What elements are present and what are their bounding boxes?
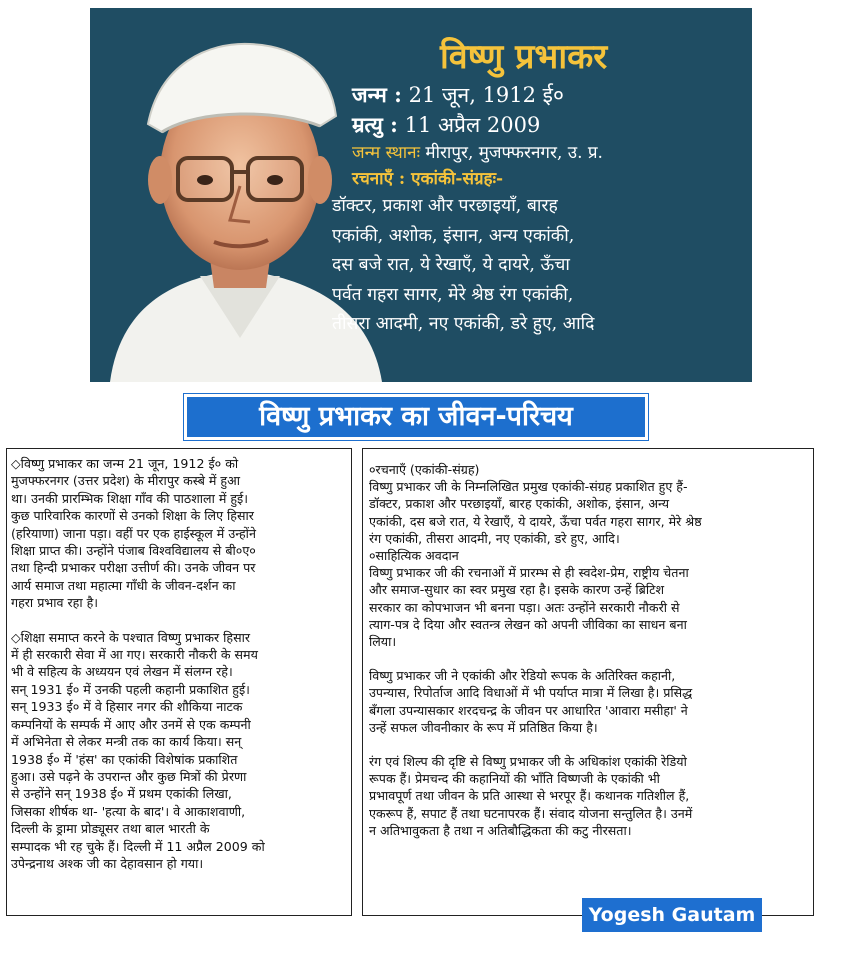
text-line: हुआ। उसे पढ़ने के उपरान्त और कुछ मित्रों की प्रेरणा [11, 768, 247, 784]
text-line: लिया। [369, 634, 397, 650]
text-line: में अभिनेता से लेकर मन्त्री तक का कार्य किया। सन् [11, 734, 242, 750]
text-line: ०रचनाएँ (एकांकी-संग्रह) [369, 462, 480, 477]
right-column [362, 448, 814, 916]
birthplace-value: मीरापुर, मुजफ्फरनगर, उ. प्र. [425, 143, 603, 163]
left-paragraph-1 [11, 455, 347, 612]
banner-text [332, 34, 752, 340]
text-line: रंग एवं शिल्प की दृष्टि से विष्णु प्रभाकर जी के अधिकांश एकांकी रेडियो [369, 754, 687, 770]
text-line: रूपक हैं। प्रेमचन्द की कहानियों की भाँति विष्णजी के एकांकी भी [369, 771, 660, 787]
text-line: उन्हें सफल जीवनीकार के रूप में प्रतिष्ठित किया है। [369, 719, 598, 735]
page-heading: विष्णु प्रभाकर का जीवन-परिचय [184, 394, 648, 440]
text-line: 1938 ई० में 'हंस' का एकांकी विशेषांक प्रकाशित [11, 751, 238, 767]
text-line: त्याग-पत्र दे दिया और स्वतन्त्र लेखन को अपनी जीविका का साधन बना [369, 616, 687, 632]
works-line: पर्वत गहरा सागर, मेरे श्रेष्ठ रंग एकांकी, [332, 284, 574, 305]
text-line: दिल्ली के ड्रामा प्रोड्यूसर तथा बाल भारती के [11, 821, 210, 837]
text-line: और समाज-सुधार का स्वर प्रमुख रहा है। इसके कारण उन्हें ब्रिटिश [369, 582, 665, 598]
text-line: था। उनकी प्रारम्भिक शिक्षा गाँव की पाठशाला में हुई। [11, 490, 249, 506]
text-line: न अतिभावुकता है तथा न अतिबौद्धिकता की कटु नीरसता। [369, 822, 632, 838]
text-line: रंग एकांकी, तीसरा आदमी, नए एकांकी, डरे हुए, आदि। [369, 530, 620, 546]
birth-value: 21 जून, 1912 ई० [408, 83, 564, 107]
right-section-works [369, 461, 809, 650]
text-line: सन् 1933 ई० में वे हिसार नगर की शौकिया नाटक [11, 699, 243, 715]
text-line: तथा हिन्दी प्रभाकर परीक्षा उत्तीर्ण की। उनके जीवन पर [11, 560, 256, 576]
text-line: ०साहित्यिक अवदान [369, 548, 459, 564]
birth-date [352, 80, 752, 110]
text-line: ◇विष्णु प्रभाकर का जन्म 21 जून, 1912 ई० को [11, 456, 239, 471]
text-line: एकांकी, दस बजे रात, ये रेखाएँ, ये दायरे, ऊँचा पर्वत गहरा सागर, मेरे श्रेष्ठ [369, 513, 702, 529]
text-line: उपेन्द्रनाथ अश्क जी का देहावसान हो गया। [11, 855, 204, 871]
text-line: से उन्होंने सन् 1938 ई० में प्रथम एकांकी लिखा, [11, 786, 232, 802]
text-line: आर्य समाज तथा महात्मा गाँधी के जीवन-दर्शन का [11, 577, 236, 593]
text-line: विष्णु प्रभाकर जी की रचनाओं में प्रारम्भ से ही स्वदेश-प्रेम, राष्ट्रीय चेतना [369, 565, 689, 581]
birth-label: जन्म : [352, 82, 402, 107]
text-line: विष्णु प्रभाकर जी ने एकांकी और रेडियो रूपक के अतिरिक्त कहानी, [369, 668, 676, 684]
text-line: उपन्यास, रिपोर्ताज आदि विधाओं में भी पर्याप्त मात्रा में लिखा है। प्रसिद्ध [369, 685, 693, 701]
birthplace [352, 140, 752, 166]
text-line: प्रभावपूर्ण तथा जीवन के प्रति आस्था से भरपूर हैं। कथानक गतिशील हैं, [369, 788, 690, 804]
works-line: एकांकी, अशोक, इंसान, अन्य एकांकी, [332, 225, 575, 246]
author-signature: Yogesh Gautam [582, 898, 762, 932]
paragraph-gap [11, 612, 347, 629]
paragraph-gap [369, 736, 809, 753]
text-line: (हरियाणा) जाना पड़ा। वहीं पर एक हाईस्कूल में उन्होंने [11, 525, 256, 541]
banner-title: विष्णु प्रभाकर [440, 37, 608, 77]
text-line: सन् 1931 ई० में उनकी पहली कहानी प्रकाशित हुई। [11, 681, 250, 697]
death-value: 11 अप्रैल 2009 [404, 113, 541, 137]
text-line: जिसका शीर्षक था- 'हत्या के बाद'। वे आकाशवाणी, [11, 803, 246, 819]
right-section-style [369, 753, 809, 839]
works-label: रचनाएँ : एकांकी-संग्रहः- [352, 169, 504, 189]
text-line: भी वे सहित्य के अध्ययन एवं लेखन में संलग्न रहे। [11, 664, 233, 680]
works-line: डॉक्टर, प्रकाश और परछाइयाँ, बारह [332, 196, 558, 216]
text-line: में ही सरकारी सेवा में आ गए। सरकारी नौकरी के समय [11, 647, 258, 663]
banner [90, 8, 752, 382]
left-column [6, 448, 352, 916]
death-date [352, 110, 752, 140]
death-label: म्रत्यु : [352, 112, 398, 137]
paragraph-gap [369, 650, 809, 667]
text-line: कम्पनियों के सम्पर्क में आए और उनमें से एक कम्पनी [11, 716, 251, 732]
text-line: मुजफ्फरनगर (उत्तर प्रदेश) के मीरापुर कस्बे में हुआ [11, 473, 240, 489]
text-line: सरकार का कोपभाजन भी बनना पड़ा। अतः उन्होंने सरकारी नौकरी से [369, 599, 680, 615]
right-section-other-genres [369, 667, 809, 736]
works-line: दस बजे रात, ये रेखाएँ, ये दायरे, ऊँचा [332, 255, 570, 275]
left-paragraph-2 [11, 629, 347, 873]
text-line: सम्पादक भी रह चुके हैं। दिल्ली में 11 अप्रैल 2009 को [11, 838, 265, 854]
text-line: एकरूप हैं, सपाट हैं तथा घटनापरक हैं। संवाद योजना सन्तुलित है। उनमें [369, 805, 693, 821]
text-line: गहरा प्रभाव रहा है। [11, 595, 99, 611]
works-list [332, 192, 744, 340]
text-line: कुछ पारिवारिक कारणों से उनको शिक्षा के लिए हिसार [11, 508, 254, 524]
works-heading [352, 166, 752, 192]
text-line: डॉक्टर, प्रकाश और परछाइयाँ, बारह एकांकी, अशोक, इंसान, अन्य [369, 496, 670, 512]
text-line: ◇शिक्षा समाप्त करने के पश्चात विष्णु प्रभाकर हिसार [11, 629, 251, 645]
text-line: शिक्षा प्राप्त की। उन्होंने पंजाब विश्वविद्यालय से बी०ए० [11, 543, 256, 559]
text-line: बँगला उपन्यासकार शरदचन्द्र के जीवन पर आधारित 'आवारा मसीहा' ने [369, 702, 688, 718]
works-line: तीसरा आदमी, नए एकांकी, डरे हुए, आदि [332, 314, 595, 334]
text-line: विष्णु प्रभाकर जी के निम्नलिखित प्रमुख एकांकी-संग्रह प्रकाशित हुए हैं- [369, 479, 688, 495]
birthplace-label: जन्म स्थानः [352, 143, 420, 163]
